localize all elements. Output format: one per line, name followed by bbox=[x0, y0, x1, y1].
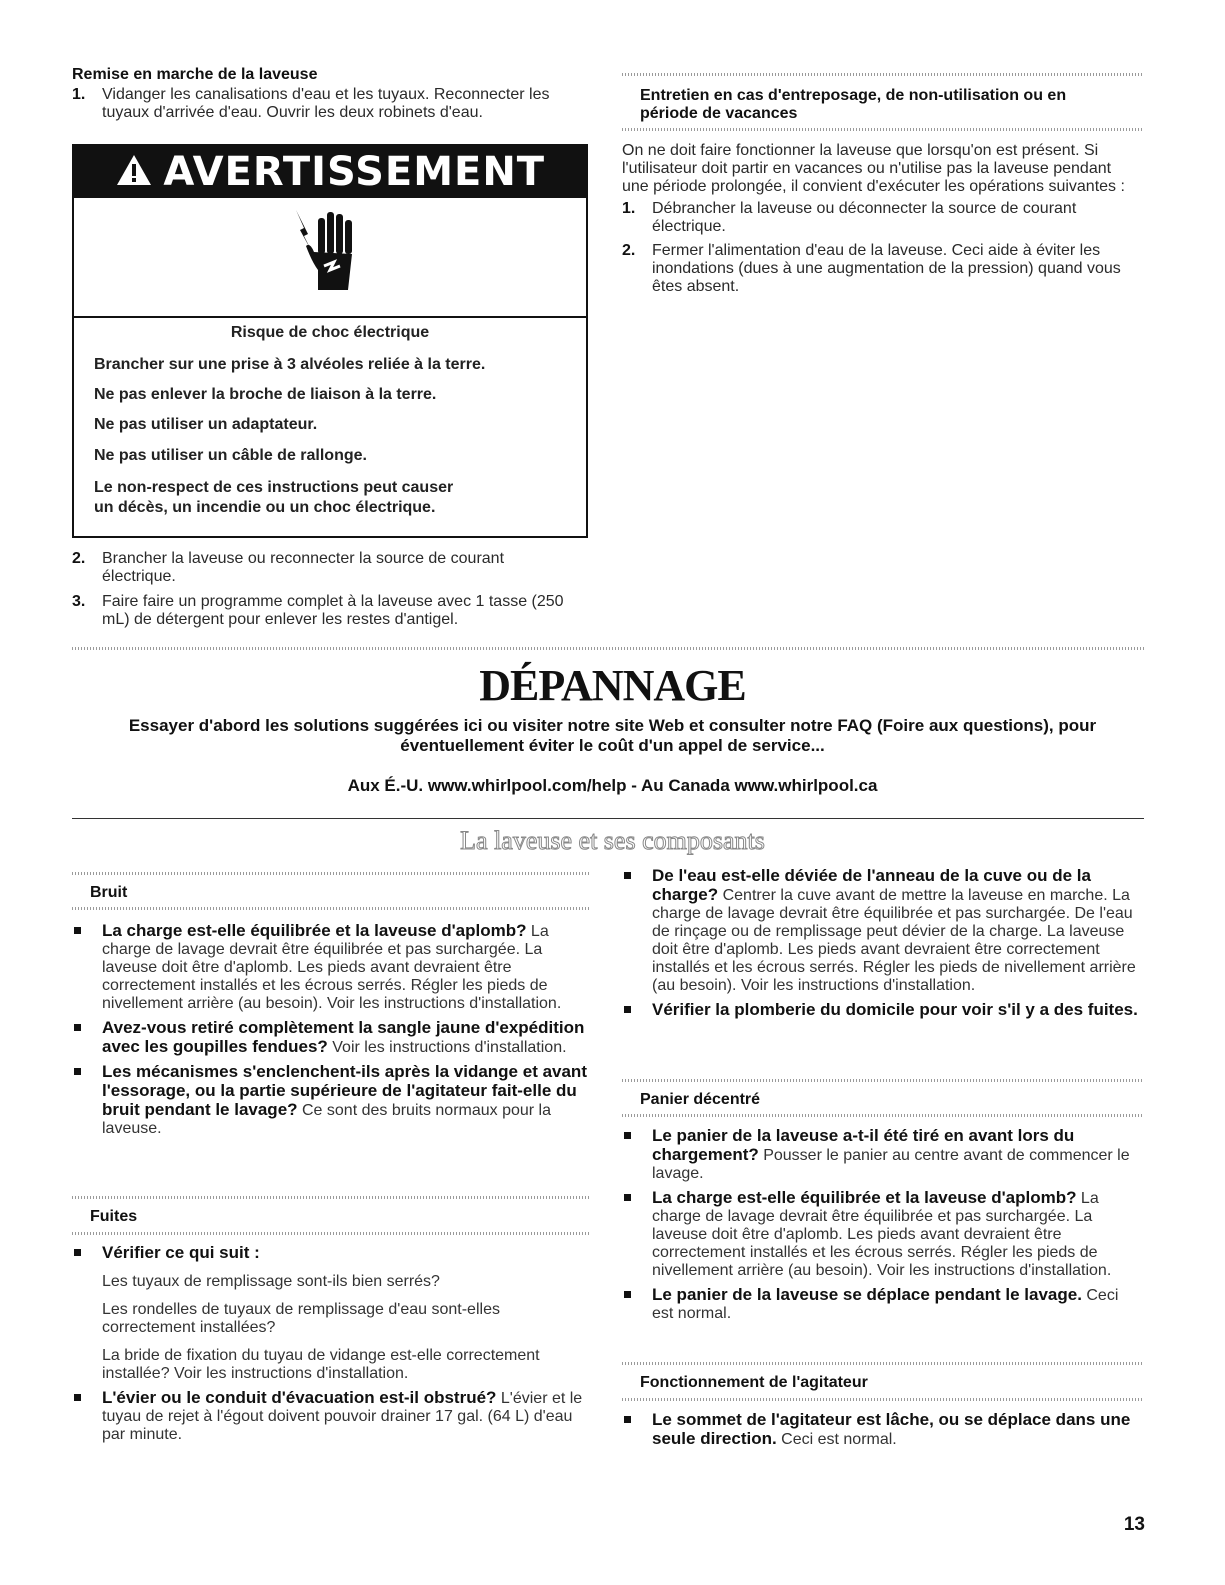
warning-consequence: un décès, un incendie ou un choc électrique. bbox=[94, 499, 436, 516]
warning-line: Ne pas enlever la broche de liaison à la terre. bbox=[94, 386, 437, 403]
storage-heading-line: Entretien en cas d'entreposage, de non-utilisation ou en bbox=[640, 87, 1067, 104]
leaks-list bbox=[72, 1244, 587, 1444]
storage-heading-line: période de vacances bbox=[640, 105, 798, 122]
answer: Ceci est normal. bbox=[652, 1287, 1119, 1322]
list-item bbox=[72, 1019, 587, 1057]
section-rule bbox=[72, 818, 1144, 819]
step-text: Brancher la laveuse ou reconnecter la source de courant électrique. bbox=[102, 550, 505, 585]
question: L'évier ou le conduit d'évacuation est-il obstrué? bbox=[102, 1388, 497, 1407]
restart-step-3 bbox=[72, 593, 572, 629]
noise-list bbox=[72, 922, 587, 1138]
step-number: 1. bbox=[622, 200, 636, 217]
question: Vérifier ce qui suit : bbox=[102, 1243, 260, 1262]
electric-shock-hand-icon bbox=[74, 198, 586, 318]
step-number: 1. bbox=[72, 86, 86, 103]
intro-line: éventuellement éviter le coût d'un appel de service... bbox=[400, 736, 825, 755]
question: Les mécanismes s'enclenchent-ils après la vidange et avant l'essorage, ou la partie supérieure de l'agitateur fait-elle du bruit pendant le lavage? bbox=[102, 1062, 587, 1119]
list-item bbox=[622, 1286, 1142, 1323]
divider bbox=[72, 907, 590, 910]
divider bbox=[72, 1232, 590, 1235]
divider bbox=[72, 1196, 590, 1199]
agitator-list bbox=[622, 1411, 1142, 1449]
restart-steps-continued bbox=[72, 550, 572, 629]
answer: Centrer la cuve avant de mettre la laveuse en marche. La charge de lavage devrait être équilibrée et pas surchargée. De l'eau de rinçage ou de remplissage peut dévier de la charge. La laveuse doit être d'aplomb. Les pieds avant devraient être correctement installés et les écrous serrés. Régler les pieds de nivellement arrière (au besoin). Voir les instructions d'installation. bbox=[652, 887, 1136, 994]
step-number: 3. bbox=[72, 593, 86, 610]
agitator-heading: Fonctionnement de l'agitateur bbox=[640, 1374, 868, 1391]
warning-risk: Risque de choc électrique bbox=[230, 324, 430, 341]
restart-section bbox=[72, 66, 582, 122]
step-text: Faire faire un programme complet à la laveuse avec 1 tasse (250 mL) de détergent pour enlever les restes d'antigel. bbox=[102, 593, 564, 628]
storage-body bbox=[622, 142, 1137, 296]
divider bbox=[622, 1114, 1144, 1117]
restart-step-1 bbox=[72, 86, 582, 122]
restart-step-2 bbox=[72, 550, 572, 586]
sub-item: La bride de fixation du tuyau de vidange est-elle correctement installée? Voir les instructions d'installation. bbox=[102, 1347, 540, 1382]
list-item bbox=[622, 1189, 1142, 1280]
warning-line: Brancher sur une prise à 3 alvéoles reliée à la terre. bbox=[94, 356, 486, 373]
bullet-icon bbox=[74, 1249, 81, 1256]
answer: La charge de lavage devrait être équilibrée et pas surchargée. La laveuse doit être d'aplomb. Les pieds avant devraient être correctement installés et les écrous serrés. Régler les pieds de nivellement arrière (au besoin). Voir les instructions d'installation. bbox=[102, 923, 562, 1012]
question: Le sommet de l'agitateur est lâche, ou se déplace dans une seule direction. bbox=[652, 1410, 1131, 1448]
warning-line: Ne pas utiliser un adaptateur. bbox=[94, 416, 318, 433]
warning-box bbox=[72, 144, 588, 538]
bullet-icon bbox=[74, 1024, 81, 1031]
divider bbox=[72, 872, 590, 875]
list-item bbox=[622, 1127, 1142, 1183]
question: Le panier de la laveuse a-t-il été tiré en avant lors du chargement? bbox=[652, 1126, 1075, 1164]
list-item bbox=[72, 1244, 587, 1383]
storage-heading bbox=[640, 87, 1130, 123]
basket-list bbox=[622, 1127, 1142, 1323]
storage-step-2 bbox=[622, 242, 1137, 296]
list-item bbox=[72, 922, 587, 1013]
question: La charge est-elle équilibrée et la laveuse d'aplomb? bbox=[652, 1188, 1077, 1207]
restart-heading: Remise en marche de la laveuse bbox=[72, 66, 318, 83]
warning-title: AVERTISSEMENT bbox=[163, 149, 546, 195]
question: Avez-vous retiré complètement la sangle jaune d'expédition avec les goupilles fendues? bbox=[102, 1018, 585, 1056]
noise-heading: Bruit bbox=[90, 884, 128, 901]
bullet-icon bbox=[624, 1006, 631, 1013]
warning-consequence: Le non-respect de ces instructions peut causer bbox=[94, 479, 454, 496]
list-item bbox=[72, 1063, 587, 1138]
bullet-icon bbox=[624, 1132, 631, 1139]
divider bbox=[622, 1079, 1144, 1082]
troubleshooting-intro bbox=[60, 716, 1165, 756]
step-number: 2. bbox=[622, 242, 636, 259]
question: La charge est-elle équilibrée et la laveuse d'aplomb? bbox=[102, 921, 527, 940]
answer: La charge de lavage devrait être équilibrée et pas surchargée. La laveuse doit être d'aplomb. Les pieds avant devraient être correctement installés et les écrous serrés. Régler les pieds de nivellement arrière (au besoin). Voir les instructions d'installation. bbox=[652, 1190, 1112, 1279]
storage-step-1 bbox=[622, 200, 1137, 236]
sub-item: Les rondelles de tuyaux de remplissage d'eau sont-elles correctement installées? bbox=[102, 1301, 500, 1336]
divider bbox=[622, 1398, 1144, 1401]
bullet-icon bbox=[624, 1194, 631, 1201]
list-item bbox=[622, 1411, 1142, 1449]
divider bbox=[622, 128, 1144, 131]
step-number: 2. bbox=[72, 550, 86, 567]
question: Le panier de la laveuse se déplace pendant le lavage. bbox=[652, 1285, 1082, 1304]
step-text: Débrancher la laveuse ou déconnecter la source de courant électrique. bbox=[652, 200, 1077, 235]
support-links: Aux É.-U. www.whirlpool.com/help - Au Canada www.whirlpool.ca bbox=[347, 776, 878, 795]
bullet-icon bbox=[74, 927, 81, 934]
divider bbox=[622, 1362, 1144, 1365]
page-title: DÉPANNAGE bbox=[479, 661, 746, 710]
bullet-icon bbox=[74, 1068, 81, 1075]
question: Vérifier la plomberie du domicile pour voir s'il y a des fuites. bbox=[652, 1000, 1138, 1019]
divider bbox=[72, 647, 1144, 650]
section-title: La laveuse et ses composants bbox=[460, 826, 765, 855]
storage-intro: On ne doit faire fonctionner la laveuse que lorsqu'on est présent. Si l'utilisateur doit partir en vacances ou n'utilise pas la laveuse pendant une période prolongée, il convient d'exécuter les opérations suivantes : bbox=[622, 142, 1125, 195]
step-text: Fermer l'alimentation d'eau de la laveuse. Ceci aide à éviter les inondations (dues à une augmentation de la pression) quand vous êtes absent. bbox=[652, 242, 1121, 295]
list-item bbox=[622, 1001, 1142, 1020]
list-item bbox=[622, 867, 1142, 995]
sub-item: Les tuyaux de remplissage sont-ils bien serrés? bbox=[102, 1273, 440, 1290]
bullet-icon bbox=[624, 872, 631, 879]
bullet-icon bbox=[624, 1291, 631, 1298]
answer: L'évier et le tuyau de rejet à l'égout doivent pouvoir drainer 17 gal. (64 L) d'eau par minute. bbox=[102, 1390, 583, 1443]
bullet-icon bbox=[74, 1394, 81, 1401]
bullet-icon bbox=[624, 1416, 631, 1423]
divider bbox=[622, 73, 1144, 76]
answer: Ce sont des bruits normaux pour la laveuse. bbox=[102, 1102, 552, 1137]
right-list bbox=[622, 867, 1142, 1020]
basket-heading: Panier décentré bbox=[640, 1091, 761, 1108]
warning-triangle-icon bbox=[115, 153, 153, 192]
leaks-heading: Fuites bbox=[90, 1208, 138, 1225]
question: De l'eau est-elle déviée de l'anneau de la cuve ou de la charge? bbox=[652, 866, 1091, 904]
list-item bbox=[72, 1389, 587, 1444]
answer: Pousser le panier au centre avant de commencer le lavage. bbox=[652, 1147, 1130, 1182]
warning-banner bbox=[74, 146, 586, 198]
answer: Ceci est normal. bbox=[776, 1431, 897, 1448]
page-number: 13 bbox=[1123, 1514, 1145, 1535]
step-text: Vidanger les canalisations d'eau et les tuyaux. Reconnecter les tuyaux d'arrivée d'eau. Ouvrir les deux robinets d'eau. bbox=[102, 86, 550, 121]
warning-line: Ne pas utiliser un câble de rallonge. bbox=[94, 447, 367, 464]
intro-line: Essayer d'abord les solutions suggérées ici ou visiter notre site Web et consulter notre FAQ (Foire aux questions), pour bbox=[128, 716, 1097, 735]
answer: Voir les instructions d'installation. bbox=[327, 1039, 567, 1056]
